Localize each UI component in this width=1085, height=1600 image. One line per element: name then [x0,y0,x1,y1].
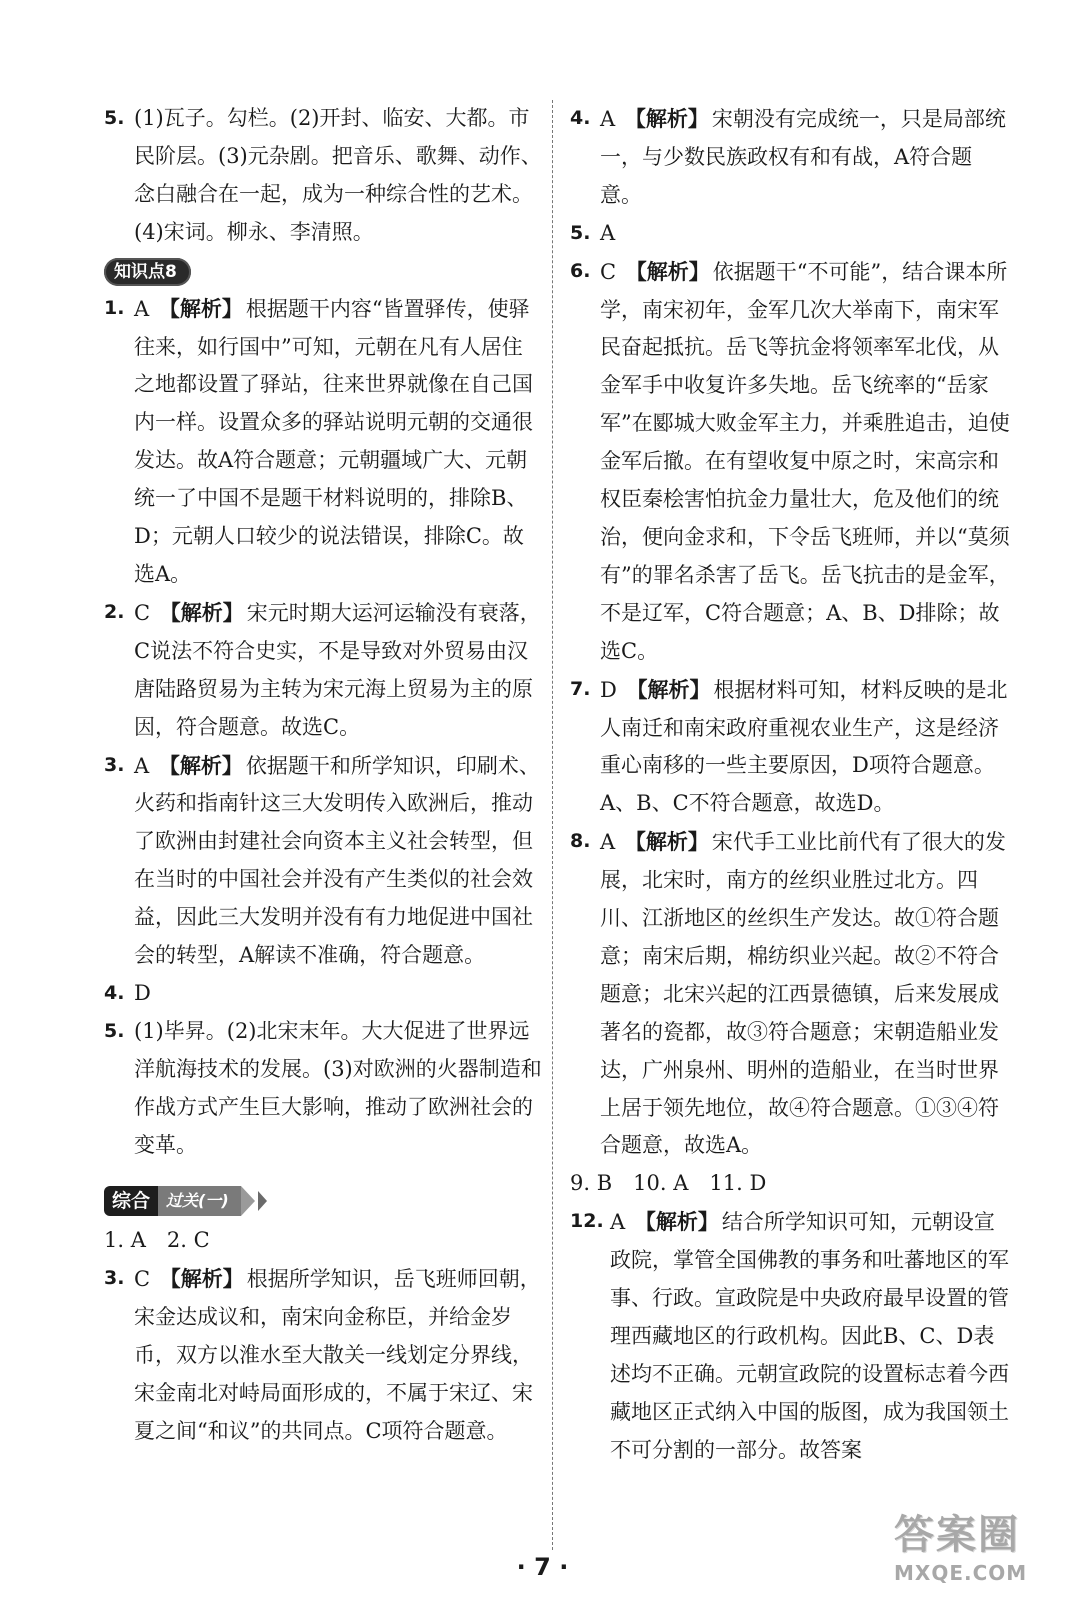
analysis-tag: 【解析】 [624,829,709,855]
analysis-tag: 【解析】 [158,295,243,321]
watermark-logo-text: 答案圈 [894,1512,1020,1558]
item-number: 3. [104,1267,125,1290]
item-answer: C [134,600,151,625]
analysis-tag: 【解析】 [158,752,243,778]
answer-item [104,975,542,1013]
item-number: 6. [570,259,591,282]
item-number: 5. [104,1019,125,1042]
item-text: 9. B 10. A 11. D [570,1171,767,1196]
answer-item [104,1222,542,1260]
answer-item [104,1260,542,1451]
right-column [570,100,1010,1470]
item-answer: C [600,259,617,284]
answer-item [104,1013,542,1165]
item-answer: A [610,1210,626,1235]
combo-label: 综合 [104,1186,158,1216]
item-number: 5. [570,221,591,244]
arrow-icon [241,1186,255,1216]
item-text: 根据材料可知，材料反映的是北人南迁和南宋政府重视农业生产，这是经济重心南移的一些主要原因，D项符合题意。A、B、C不符合题意，故选D。 [600,677,1008,816]
item-answer: C [134,1267,151,1292]
analysis-tag: 【解析】 [626,676,711,702]
analysis-tag: 【解析】 [624,106,709,131]
answer-item [104,290,542,594]
combo-sublabel: 过关(一) [158,1186,241,1216]
answer-item [104,747,542,975]
answer-item [570,253,1010,671]
combo-section-header [104,1184,542,1218]
column-divider [552,100,553,1550]
item-number: 12. [570,1210,604,1233]
item-answer: A [600,220,616,245]
page-number: · 7 · [516,1553,569,1581]
section-badge: 知识点8 [104,258,191,286]
answer-item [104,100,542,252]
watermark-url: MXQE.COM [894,1561,1028,1585]
item-number: 4. [570,107,591,129]
answer-item [570,671,1010,824]
answer-item [570,215,1010,253]
analysis-tag: 【解析】 [634,1209,719,1235]
item-text: 根据所学知识，岳飞班师回朝，宋金达成议和，南宋向金称臣，并给金岁币，双方以淮水至大散关一线划定分界线，宋金南北对峙局面形成的，不属于宋辽、宋夏之间“和议”的共同点。C项符合题意。 [134,1267,541,1443]
item-answer: A [134,296,150,321]
item-text: (1)瓦子。勾栏。(2)开封、临安、大都。市民阶层。(3)元杂剧。把音乐、歌舞、动作、念白融合在一起，成为一种综合性的艺术。(4)宋词。柳永、李清照。 [134,106,542,244]
answer-item [570,1203,1010,1469]
item-text: 依据题干“不可能”，结合课本所学，南宋初年，金军几次大举南下，南宋军民奋起抵抗。岳飞等抗金将领率军北伐，从金军手中收复许多失地。岳飞统率的“岳家军”在郾城大败金军主力，并乘胜追击，迫使金军后撤。在有望收复中原之时，宋高宗和权臣秦桧害怕抗金力量壮大，危及他们的统治，便向金求和，下令岳飞班师，并以“莫须有”的罪名杀害了岳飞。岳飞抗击的是金军，不是辽军，C符合题意；A、B、D排除；故选C。 [600,259,1010,663]
item-text: 1. A 2. C [104,1228,210,1253]
item-text: (1)毕昇。(2)北宋末年。大大促进了世界远洋航海技术的发展。(3)对欧洲的火器制造和作战方式产生巨大影响，推动了欧洲社会的变革。 [134,1018,542,1157]
analysis-tag: 【解析】 [159,1266,244,1292]
item-answer: A [134,753,150,778]
item-number: 5. [104,107,125,129]
item-text: 宋元时期大运河运输没有衰落，C说法不符合史实，不是导致对外贸易由汉唐陆路贸易为主转为宋元海上贸易为主的原因，符合题意。故选C。 [134,600,541,739]
item-answer: D [134,980,151,1005]
answer-item [570,100,1010,215]
item-text: 结合所学知识可知，元朝设宣政院，掌管全国佛教的事务和吐蕃地区的军事、行政。宣政院是中央政府最早设置的管理西藏地区的行政机构。因此B、C、D表述均不正确。元朝宣政院的设置标志着今西藏地区正式纳入中国的版图，成为我国领土不可分割的一部分。故答案 [610,1210,1009,1462]
watermark-logo [894,1510,1074,1596]
item-answer: A [600,830,616,855]
analysis-tag: 【解析】 [159,599,244,625]
item-text: 依据题干和所学知识，印刷术、火药和指南针这三大发明传入欧洲后，推动了欧洲由封建社会向资本主义社会转型，但在当时的中国社会并没有产生类似的社会效益，因此三大发明并没有有力地促进中国社会的转型，A解读不准确，符合题意。 [134,753,540,968]
item-number: 4. [104,981,125,1004]
item-number: 3. [104,753,125,776]
item-number: 8. [570,830,591,853]
answer-item [570,1165,1010,1203]
item-text: 根据题干内容“皆置驿传，使驿往来，如行国中”可知，元朝在凡有人居住之地都设置了驿站，往来世界就像在自己国内一样。设置众多的驿站说明元朝的交通很发达。故A符合题意；元朝疆域广大、元朝统一了中国不是题干材料说明的，排除B、D；元朝人口较少的说法错误，排除C。故选A。 [134,296,533,586]
item-answer: D [600,677,617,702]
left-column [104,100,542,1451]
arrow-icon [258,1191,267,1211]
item-answer: A [600,107,616,131]
item-number: 2. [104,600,125,623]
answer-item [104,594,542,747]
item-number: 7. [570,677,591,700]
item-text: 宋朝没有完成统一，只是局部统一，与少数民族政权有和有战，A符合题意。 [600,107,1006,207]
item-text: 宋代手工业比前代有了很大的发展，北宋时，南方的丝织业胜过北方。四川、江浙地区的丝织生产发达。故①符合题意；南宋后期，棉纺织业兴起。故②不符合题意；北宋兴起的江西景德镇，后来发展成著名的瓷都，故③符合题意；宋朝造船业发达，广州泉州、明州的造船业，在当时世界上居于领先地位，故④符合题意。①③④符合题意，故选A。 [600,830,1006,1158]
item-number: 1. [104,296,125,319]
analysis-tag: 【解析】 [625,258,710,284]
answer-item [570,823,1010,1165]
